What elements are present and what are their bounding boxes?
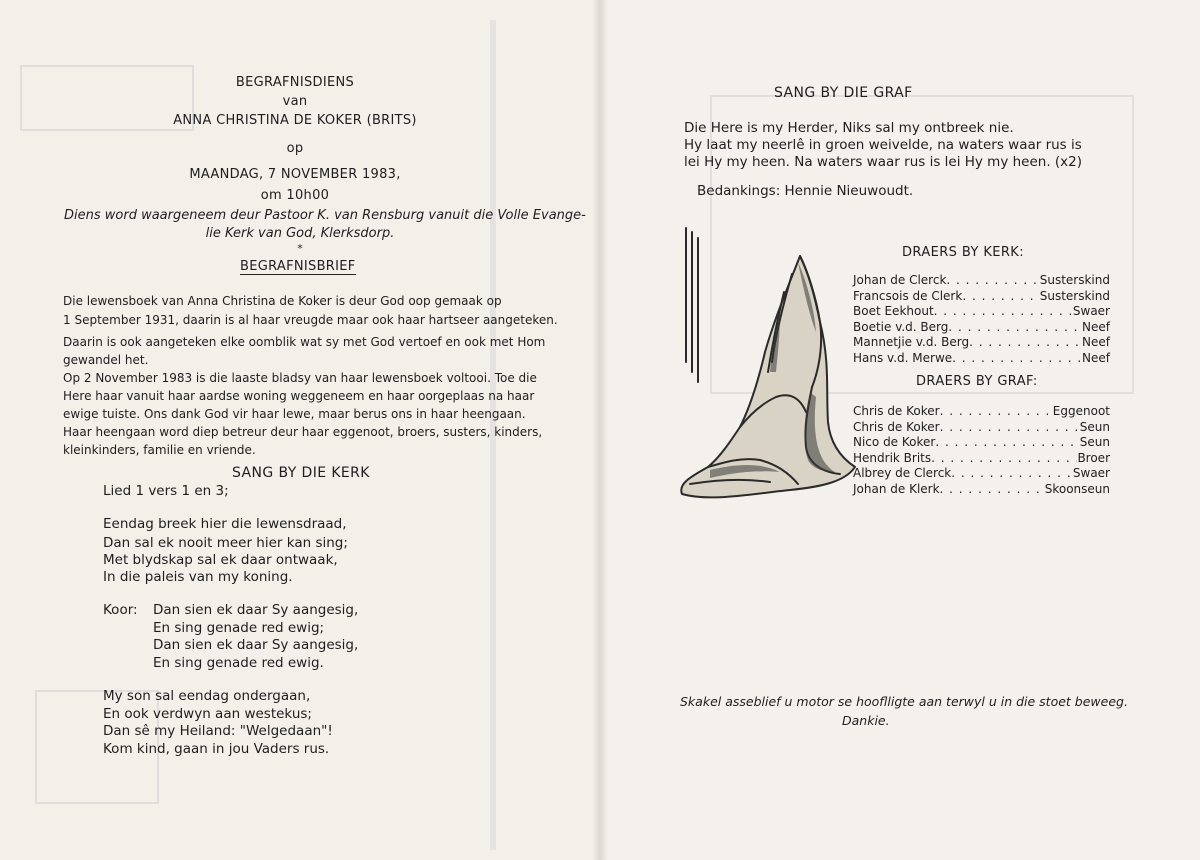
bearer-name: Mannetjie v.d. Berg <box>853 335 970 349</box>
leader-dots <box>969 335 1082 351</box>
bearer-name: Nico de Koker <box>853 435 936 449</box>
bearer-row <box>853 482 1110 498</box>
chorus-line: En sing genade red ewig; <box>153 620 325 636</box>
leader-dots <box>962 289 1039 305</box>
leader-dots <box>951 466 1073 482</box>
right-page <box>600 0 1200 860</box>
verse-line: Dan sê my Heiland: "Welgedaan"! <box>103 723 333 739</box>
bearer-name: Francsois de Clerk <box>853 288 963 303</box>
grave-bearers-list <box>853 404 1110 497</box>
church-bearers-list <box>853 273 1110 366</box>
letter-line: Op 2 November 1983 is die laaste bladsy van haar lewensboek voltooi. Toe die <box>63 371 537 385</box>
letter-line: Daarin is ook aangeteken elke oomblik wat sy met God vertoef en ook met Hom <box>63 335 546 349</box>
bearer-row <box>853 320 1110 336</box>
bearer-name: Johan de Clerck <box>853 273 947 287</box>
bearer-row <box>853 404 1110 420</box>
bearer-row <box>853 420 1110 436</box>
thank-you: Dankie. <box>842 713 890 728</box>
verse-line: Kom kind, gaan in jou Vaders rus. <box>103 741 330 757</box>
bearer-row <box>853 451 1110 467</box>
bearer-name: Johan de Klerk <box>853 481 940 496</box>
bearer-relation: Susterskind <box>1039 288 1110 303</box>
verse-line: Met blydskap sal ek daar ontwaak, <box>103 552 338 568</box>
bearer-row <box>853 351 1110 367</box>
procession-note: Skakel asseblief u motor se hooflligte aan terwyl u in die stoet beweeg. <box>680 694 1128 709</box>
grave-song-line: Hy laat my neerlê in groen weivelde, na waters waar rus is <box>684 137 1082 153</box>
bearer-relation: Eggenoot <box>1052 404 1110 418</box>
leader-dots <box>940 482 1045 498</box>
officiant-line-1: Diens word waargeneem deur Pastoor K. van Rensburg vanuit die Volle Evange- <box>64 208 586 223</box>
hand-outline <box>681 256 855 497</box>
grave-song-line: lei Hy my heen. Na waters waar rus is lei Hy my heen. (x2) <box>684 154 1083 170</box>
service-date: MAANDAG, 7 NOVEMBER 1983, <box>189 167 401 182</box>
chorus-line: Dan sien ek daar Sy aangesig, <box>153 602 359 618</box>
separator-star: * <box>297 242 303 255</box>
bearer-name: Albrey de Clerck <box>853 466 952 480</box>
van-label: van <box>282 94 308 109</box>
bearer-relation: Neef <box>1082 350 1110 365</box>
bearer-relation: Swaer <box>1072 304 1110 318</box>
bearer-relation: Skoonseun <box>1044 481 1110 496</box>
chorus-line: En sing genade red ewig. <box>153 655 324 671</box>
officiant-line-2: lie Kerk van God, Klerksdorp. <box>205 226 395 241</box>
bearer-relation: Broer <box>1077 450 1110 465</box>
grave-song-title: SANG BY DIE GRAF <box>774 85 913 101</box>
letter-line: 1 September 1931, daarin is al haar vreugde maar ook haar hartseer aangeteken. <box>63 313 558 327</box>
verse-line: Dan sal ek nooit meer hier kan sing; <box>103 535 348 551</box>
letter-line: Haar heengaan word diep betreur deur haar eggenoot, broers, susters, kinders, <box>63 425 543 439</box>
verse-line: En ook verdwyn aan westekus; <box>103 706 312 722</box>
thanks-line: Bedankings: Hennie Nieuwoudt. <box>697 183 914 199</box>
bearer-relation: Neef <box>1082 319 1110 334</box>
letter-line: ewige tuiste. Ons dank God vir haar lewe, maar berus ons in haar heengaan. <box>63 407 526 421</box>
bearer-relation: Seun <box>1079 435 1110 449</box>
leader-dots <box>940 404 1053 420</box>
leader-dots <box>934 304 1073 320</box>
letter-line: gewandel het. <box>63 353 149 367</box>
letter-line: kleinkinders, familie en vriende. <box>63 443 256 457</box>
grave-bearers-title: DRAERS BY GRAF: <box>916 374 1038 389</box>
bearer-name: Hendrik Brits <box>853 450 932 465</box>
bearer-row <box>853 435 1110 451</box>
service-title: BEGRAFNISDIENS <box>235 75 355 90</box>
verse-line: In die paleis van my koning. <box>103 569 293 585</box>
bearer-relation: Seun <box>1079 419 1110 434</box>
grave-song-line: Die Here is my Herder, Niks sal my ontbreek nie. <box>684 120 1014 136</box>
deceased-name: ANNA CHRISTINA DE KOKER (BRITS) <box>173 113 417 128</box>
leader-dots <box>948 320 1082 336</box>
hymn-reference: Lied 1 vers 1 en 3; <box>103 483 229 499</box>
bearer-row <box>853 273 1110 289</box>
praying-hands-illustration <box>680 222 860 502</box>
letter-line: Die lewensboek van Anna Christina de Koker is deur God oop gemaak op <box>63 294 502 308</box>
letter-line: Here haar vanuit haar aardse woning weggeneem en haar oorgeplaas na haar <box>63 389 535 403</box>
leader-dots <box>931 451 1077 467</box>
page-fold <box>592 0 608 860</box>
verse-line: Eendag breek hier die lewensdraad, <box>103 516 347 532</box>
leader-dots <box>952 351 1082 367</box>
leader-dots <box>935 435 1079 451</box>
bearer-relation: Susterskind <box>1039 273 1110 287</box>
bearer-row <box>853 466 1110 482</box>
verse-line: My son sal eendag ondergaan, <box>103 688 311 704</box>
letter-title-text: BEGRAFNISBRIEF <box>240 259 356 274</box>
bearer-row <box>853 304 1110 320</box>
letter-title <box>240 259 356 274</box>
church-bearers-title: DRAERS BY KERK: <box>902 245 1024 260</box>
bearer-name: Chris de Koker <box>853 419 940 434</box>
bearer-relation: Swaer <box>1072 466 1110 480</box>
bearer-relation: Neef <box>1082 335 1110 349</box>
bearer-row <box>853 335 1110 351</box>
chorus-label: Koor: <box>103 602 138 618</box>
bearer-name: Boetie v.d. Berg <box>853 319 949 334</box>
bearer-name: Boet Eekhout <box>853 304 934 318</box>
bearer-row <box>853 289 1110 305</box>
chorus-line: Dan sien ek daar Sy aangesig, <box>153 637 359 653</box>
leader-dots <box>940 420 1080 436</box>
bearer-name: Chris de Koker <box>853 404 940 418</box>
leader-dots <box>946 273 1039 289</box>
service-time: om 10h00 <box>260 188 330 203</box>
bearer-name: Hans v.d. Merwe <box>853 350 953 365</box>
op-label: op <box>286 141 304 156</box>
church-song-title: SANG BY DIE KERK <box>232 465 370 481</box>
